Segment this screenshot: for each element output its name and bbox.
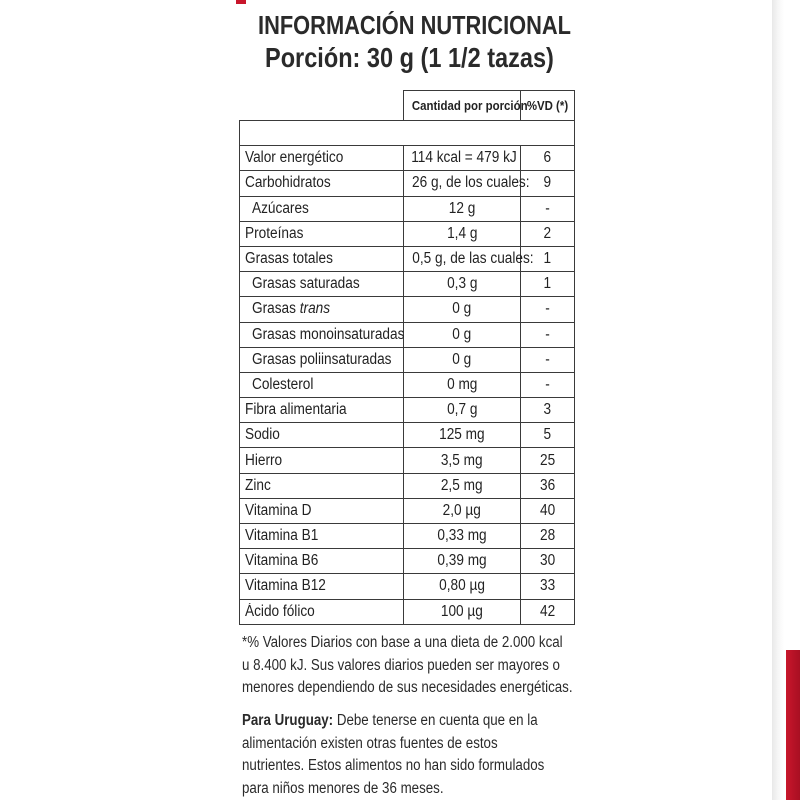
row-amount: 114 kcal = 479 kJ (411, 149, 517, 167)
table-row (240, 549, 575, 574)
table-row (240, 146, 575, 171)
row-amount: 0,7 g (446, 401, 478, 419)
portion-size: Porción: 30 g (1 1/2 tazas) (265, 42, 554, 73)
row-dv: 9 (543, 174, 552, 192)
row-dv: 28 (539, 527, 556, 545)
table-row (240, 297, 575, 322)
package-edge-red (786, 650, 800, 800)
row-amount: 26 g, de los cuales: (412, 174, 530, 192)
row-dv: 1 (543, 250, 552, 268)
row-amount: 2,0 µg (442, 501, 482, 519)
row-dv: - (545, 375, 550, 393)
row-name: Vitamina D (245, 501, 312, 519)
table-row (240, 272, 575, 297)
note-line: nutrientes. Estos alimentos no han sido formulados (242, 757, 545, 774)
header-dv: %VD (*) (521, 91, 575, 121)
row-name: Proteínas (245, 224, 304, 242)
row-amount: 12 g (448, 199, 476, 217)
row-name: Grasas totales (245, 250, 333, 268)
table-row (240, 221, 575, 246)
row-name: Grasas trans (252, 300, 331, 318)
row-dv: - (545, 325, 550, 343)
row-amount: 0,39 mg (437, 552, 487, 570)
row-name: Valor energético (245, 149, 344, 167)
row-amount: 0,3 g (446, 275, 478, 293)
note-line: para niños menores de 36 meses. (242, 779, 444, 797)
row-amount: 2,5 mg (441, 476, 483, 494)
footnote-line: *% Valores Diarios con base a una dieta de 2.000 kcal (242, 634, 563, 651)
row-name: Sodio (245, 426, 280, 444)
header-spacer (240, 91, 404, 121)
row-dv: 36 (539, 476, 556, 494)
table-row (240, 423, 575, 448)
row-amount: 0,80 µg (439, 577, 485, 595)
table-row (240, 448, 575, 473)
row-dv: 25 (539, 451, 556, 469)
row-dv: 3 (543, 401, 552, 419)
table-row (240, 246, 575, 271)
row-name: Zinc (245, 476, 271, 494)
note-line: Para Uruguay: Debe tenerse en cuenta que en la (242, 712, 538, 729)
row-name: Grasas poliinsaturadas (252, 350, 392, 368)
table-row (240, 347, 575, 372)
row-name: Vitamina B1 (245, 527, 319, 545)
row-dv: 6 (543, 149, 552, 167)
row-dv: 33 (539, 577, 556, 595)
header-amount: Cantidad por porción (404, 91, 521, 121)
row-dv: - (545, 350, 550, 368)
footnote-line: u 8.400 kJ. Sus valores diarios pueden ser mayores o (242, 656, 560, 674)
row-dv: 42 (539, 602, 556, 620)
row-name: Hierro (245, 451, 283, 469)
row-dv: 5 (543, 426, 552, 444)
nutrition-table (239, 90, 575, 625)
row-dv: - (545, 300, 550, 318)
table-gap-row (240, 121, 575, 146)
note-label: Para Uruguay: (242, 712, 334, 729)
table-row (240, 524, 575, 549)
row-amount: 0,5 g, de las cuales: (412, 250, 534, 268)
table-row (240, 398, 575, 423)
package-edge-red-top (236, 0, 246, 4)
table-row (240, 196, 575, 221)
table-row (240, 599, 575, 624)
table-row (240, 171, 575, 196)
row-name: Vitamina B6 (245, 552, 319, 570)
table-row (240, 574, 575, 599)
daily-values-footnote (242, 632, 584, 700)
row-dv: 30 (539, 552, 556, 570)
row-name: Fibra alimentaria (245, 401, 347, 419)
table-row (240, 473, 575, 498)
row-amount: 125 mg (439, 426, 485, 444)
row-name: Grasas monoinsaturadas (252, 325, 405, 343)
row-amount: 0 mg (446, 375, 478, 393)
table-header-row (240, 91, 575, 121)
row-name: Carbohidratos (245, 174, 331, 192)
row-amount: 100 µg (441, 602, 483, 620)
row-dv: 40 (539, 501, 556, 519)
row-name: Azúcares (252, 199, 309, 217)
row-amount: 0 g (452, 300, 472, 318)
row-name: Vitamina B12 (245, 577, 326, 595)
table-row (240, 322, 575, 347)
row-amount: 3,5 mg (441, 451, 483, 469)
row-name: Colesterol (252, 375, 314, 393)
row-amount: 0 g (452, 350, 472, 368)
row-amount: 0,33 mg (437, 527, 487, 545)
uruguay-note (242, 710, 584, 800)
row-amount: 1,4 g (446, 224, 478, 242)
table-row (240, 498, 575, 523)
table-row (240, 372, 575, 397)
row-amount: 0 g (452, 325, 472, 343)
row-name: Ácido fólico (245, 602, 315, 620)
footnote-line: menores dependiendo de sus necesidades energéticas. (242, 679, 573, 696)
panel-title: INFORMACIÓN NUTRICIONAL (258, 10, 572, 40)
row-name: Grasas saturadas (252, 275, 360, 293)
row-dv: - (545, 199, 550, 217)
note-line: alimentación existen otras fuentes de estos (242, 734, 498, 752)
row-dv: 1 (543, 275, 552, 293)
row-dv: 2 (543, 224, 552, 242)
